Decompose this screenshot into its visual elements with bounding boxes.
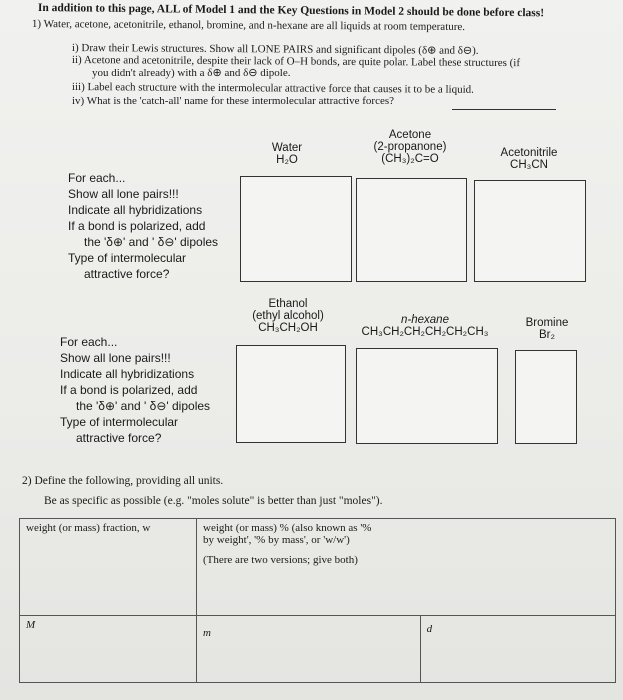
acetone-label — [350, 129, 470, 165]
weight-fraction-cell[interactable] — [20, 519, 197, 616]
molality-term: m — [203, 627, 211, 639]
ethanol-label — [238, 298, 338, 334]
bromine-structure-box[interactable] — [515, 350, 577, 444]
question-2-text: Define the following, providing all units. — [34, 475, 224, 487]
bromine-label — [516, 317, 578, 341]
molality-cell[interactable] — [197, 616, 421, 683]
hexane-name: n-hexane — [401, 314, 449, 326]
question-1-part-ii-continued: you didn't already) with a δ⊕ and δ⊖ dipole. — [92, 67, 291, 79]
question-2-number: 2) — [22, 475, 32, 487]
instruction-line: Type of intermolecular — [68, 251, 187, 265]
question-1-part-iv: iv) What is the 'catch-all' name for these intermolecular attractive forces? — [72, 95, 394, 107]
instructions-row-1 — [68, 170, 218, 282]
acetone-alt-name: (2-propanone) — [373, 141, 447, 153]
density-term: d — [426, 623, 433, 635]
instruction-line: If a bond is polarized, add — [68, 219, 206, 233]
table-row — [20, 616, 616, 683]
weight-percent-term: weight (or mass) % (also known as '% — [203, 522, 372, 534]
instruction-line: Show all lone pairs!!! — [68, 187, 179, 201]
hexane-structure-box[interactable] — [356, 348, 498, 444]
ethanol-alt-name: (ethyl alcohol) — [252, 310, 324, 322]
ethanol-formula: CH₃CH₂OH — [258, 322, 318, 334]
table-row — [20, 519, 616, 616]
question-1-part-iii: iii) Label each structure with the intermolecular attractive force that causes it to be a liquid. — [71, 81, 474, 96]
instruction-line: For each... — [60, 335, 118, 349]
hexane-label — [345, 314, 505, 338]
acetone-formula: (CH₃)₂C=O — [381, 153, 439, 165]
definitions-table — [19, 518, 616, 683]
molarity-cell[interactable] — [20, 616, 197, 683]
acetonitrile-structure-box[interactable] — [474, 180, 586, 282]
bromine-formula: Br₂ — [539, 329, 555, 341]
page-header: In addition to this page, ALL of Model 1 and the Key Questions in Model 2 should be done before class! — [37, 2, 545, 20]
acetone-structure-box[interactable] — [356, 178, 467, 282]
water-formula: H₂O — [276, 154, 298, 166]
hexane-formula: CH₃CH₂CH₂CH₂CH₂CH₃ — [361, 326, 489, 338]
instruction-line: Show all lone pairs!!! — [60, 351, 171, 365]
answer-blank-line[interactable] — [452, 109, 556, 110]
weight-fraction-term: weight (or mass) fraction, w — [26, 522, 151, 534]
question-1-text: Water, acetone, acetonitrile, ethanol, bromine, and n-hexane are all liquids at room temperature. — [43, 18, 466, 34]
instruction-line: the 'δ⊕' and ' δ⊖' dipoles — [84, 235, 219, 249]
acetonitrile-label — [488, 147, 570, 171]
question-1 — [32, 18, 465, 33]
question-1-number: 1) — [31, 18, 42, 31]
density-cell[interactable] — [420, 616, 615, 683]
water-name: Water — [271, 142, 303, 154]
instruction-line: the 'δ⊕' and ' δ⊖' dipoles — [76, 399, 211, 413]
question-2 — [22, 475, 223, 487]
weight-percent-term-cont: by weight', '% by mass', or 'w/w') — [203, 534, 350, 546]
molarity-term: M — [26, 619, 36, 631]
instruction-line: If a bond is polarized, add — [60, 383, 198, 397]
bromine-name: Bromine — [525, 317, 569, 329]
question-2-subtext: Be as specific as possible (e.g. "moles solute" is better than just "moles"). — [44, 495, 383, 507]
acetonitrile-formula: CH₃CN — [510, 159, 548, 171]
acetone-name: Acetone — [388, 129, 432, 141]
ethanol-name: Ethanol — [268, 298, 308, 310]
instruction-line: Indicate all hybridizations — [60, 367, 195, 381]
ethanol-structure-box[interactable] — [236, 345, 346, 443]
instruction-line: attractive force? — [76, 431, 162, 445]
weight-percent-cell[interactable] — [197, 519, 616, 616]
water-label — [262, 142, 312, 166]
question-1-part-ii: ii) Acetone and acetonitrile, despite their lack of O–H bonds, are quite polar. Label these structures (if — [71, 54, 521, 70]
question-1-part-i: i) Draw their Lewis structures. Show all LONE PAIRS and significant dipoles (δ⊕ and δ⊖). — [71, 42, 479, 57]
water-structure-box[interactable] — [240, 176, 352, 282]
instruction-line: For each... — [68, 171, 126, 185]
instructions-row-2 — [60, 334, 210, 446]
instruction-line: Indicate all hybridizations — [68, 203, 203, 217]
instruction-line: attractive force? — [84, 267, 170, 281]
weight-percent-note: (There are two versions; give both) — [203, 554, 358, 566]
instruction-line: Type of intermolecular — [60, 415, 179, 429]
acetonitrile-name: Acetonitrile — [500, 147, 558, 159]
